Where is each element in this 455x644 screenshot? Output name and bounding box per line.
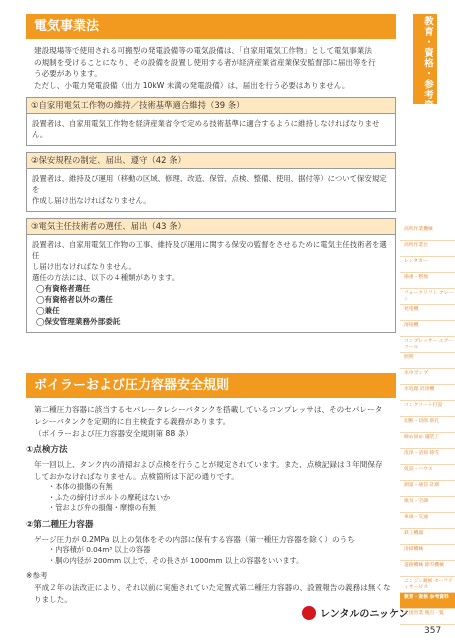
- rule-box-43: [26, 218, 396, 333]
- sidebar-index: [400, 225, 455, 625]
- sidebar-item[interactable]: ニンジン耐候 セーフティサービス: [400, 577, 455, 593]
- section-title-electric: 電気事業法: [26, 14, 396, 39]
- rule-text: 選任の方法には、以下の４種類があります。: [32, 273, 180, 283]
- sidebar-item[interactable]: コンプレッサー エアーツール: [400, 337, 455, 353]
- rule-box-body: [27, 169, 395, 211]
- body-line: 年一回以上、タンク内の清掃および点検を行うことが規定されています。また、点検記録は３年間保存: [34, 460, 383, 470]
- sidebar-item[interactable]: 水処理 消浄機: [400, 385, 455, 401]
- sidebar-item[interactable]: 溶接機: [400, 321, 455, 337]
- rule-text: し届け出なければなりません。: [32, 262, 136, 272]
- intro-line: う必要があります。: [34, 69, 102, 79]
- sidebar-item[interactable]: 照明: [400, 353, 455, 369]
- sidebar-item[interactable]: 鉄工機器: [400, 529, 455, 545]
- rule-box-head: ③電気主任技術者の選任、届出（43 条）: [27, 219, 395, 235]
- rule-box-head: ②保安規程の制定、届出、遵守（42 条）: [27, 153, 395, 169]
- electric-intro: [26, 39, 396, 91]
- sidebar-item[interactable]: 換気・空調: [400, 497, 455, 513]
- note-text: 平成２年の法改正により、それ以前に実施されていた定置式第二種圧力容器の、設置報告の義務は無くなりました。: [34, 583, 391, 604]
- option-item: ◯有資格者選任: [36, 284, 91, 294]
- inspection-method-heading: ①点検方法: [26, 445, 68, 456]
- sidebar-item[interactable]: 切断・切削 削孔: [400, 417, 455, 433]
- sidebar-item[interactable]: 測量・通信 計測: [400, 481, 455, 497]
- section-title-boiler: ボイラーおよび圧力容器安全規則: [26, 373, 396, 398]
- rule-box-42: [26, 152, 396, 212]
- rule-box-body: [27, 235, 395, 332]
- intro-line: （ボイラーおよび圧力容器安全規則第 88 条）: [34, 428, 193, 438]
- sidebar-item[interactable]: 車両・交通: [400, 513, 455, 529]
- sidebar-item[interactable]: 全国営業 拠点一覧: [400, 609, 455, 625]
- rule-text: 設置者は、自家用電気工作物の工事、維持及び運用に関する保安の監督をさせるために電気主任技術者を選任: [32, 240, 387, 261]
- intro-line: ただし、小電力発電設備（出力 10kW 未満の発電設備）は、届出を行う必要はありません。: [34, 80, 350, 90]
- logo-text: レンタルのニッケン: [320, 609, 409, 620]
- page-number: 357: [424, 626, 442, 636]
- sidebar-item[interactable]: 締め固め 舗装工: [400, 433, 455, 449]
- rule-box-body: [27, 114, 395, 145]
- option-item: ◯有資格者以外の選任: [36, 295, 113, 305]
- body-line: ゲージ圧力が 0.2MPa 以上の気体をその内部に保有する容器（第一種圧力容器を除く）のうち: [34, 534, 355, 544]
- pressure-vessel-heading: ②第二種圧力容器: [26, 519, 94, 530]
- bullet-item: ・胴の内径が 200mm 以上で、その長さが 1000mm 以上の容器をいいます。: [48, 555, 304, 565]
- sidebar-item[interactable]: 高所作業機械: [400, 225, 455, 241]
- rule-text: 設置者は、維持及び運用（移動の区域、修理、改造、保管、点検、整備、使用、据付等）について保安規定を: [32, 174, 387, 195]
- option-item: ◯保安管理業務外部委託: [36, 317, 121, 327]
- intro-line: レシーバタンクを定期的に自主検査する義務があります。: [34, 416, 231, 426]
- rule-box-head: ①自家用電気工作物の維持／技術基準適合維持（39 条）: [27, 98, 395, 114]
- sidebar-title: 教育・資格・参考資料: [422, 16, 433, 121]
- body-line: しておかなければなりません。点検箇所は下記の通りです。: [34, 471, 239, 481]
- sidebar-item[interactable]: 道路機械 除雪機械: [400, 561, 455, 577]
- sidebar-item[interactable]: 清掃機械: [400, 545, 455, 561]
- bullet-item: ・本体の損傷の有無: [48, 482, 113, 492]
- sidebar-item[interactable]: 水中ポンプ: [400, 369, 455, 385]
- sidebar-item[interactable]: 洗浄・清掃 除雪: [400, 449, 455, 465]
- logo-mark-icon: [302, 606, 316, 620]
- main-content: [26, 14, 396, 605]
- sidebar-item[interactable]: 揚重・整地: [400, 273, 455, 289]
- bullet-item: ・ふたの締付けボルトの摩耗はないか: [48, 492, 171, 502]
- rule-text: 作成し届け出なければなりません。: [32, 196, 151, 206]
- intro-line: 建設現場等で使用される可搬型の発電設備等の電気設備は、「自家用電気工作物」として電気事業法: [34, 46, 372, 55]
- brand-logo: [302, 605, 408, 620]
- rule-box-39: [26, 97, 396, 146]
- note-mark: ※参考: [26, 571, 48, 581]
- sidebar-item[interactable]: フォークリフト クレーン: [400, 289, 455, 305]
- sidebar-item[interactable]: 仮設・ハウス: [400, 465, 455, 481]
- inspection-method-body: [26, 459, 396, 514]
- boiler-intro: [26, 398, 396, 439]
- reference-note: [26, 570, 396, 605]
- sidebar-item[interactable]: 教育・資格 参考資料: [400, 593, 455, 609]
- sidebar-item[interactable]: 発電機: [400, 305, 455, 321]
- rule-text: 設置者は、自家用電気工作物を経済産業省令で定める技術基準に適合するように維持しなければなりません。: [32, 119, 380, 140]
- intro-line: 第二種圧力容器に該当するセパレータレシーバタンクを搭載しているコンプレッサは、そのセパレータ: [34, 405, 383, 415]
- sidebar-item[interactable]: レンタカー: [400, 257, 455, 273]
- intro-line: の規制を受けることになり、その設備を設置し使用する者が経済産業省産業保安監督部に届出等を行: [34, 57, 376, 67]
- option-item: ◯兼任: [36, 306, 60, 316]
- sidebar-item[interactable]: 高所作業台: [400, 241, 455, 257]
- pressure-vessel-body: [26, 534, 396, 567]
- bullet-item: ・内容積が 0.04m³ 以上の容器: [48, 545, 151, 555]
- bullet-item: ・管および弁の損傷・摩擦の有無: [48, 503, 156, 513]
- sidebar-item[interactable]: コンクリート打設: [400, 401, 455, 417]
